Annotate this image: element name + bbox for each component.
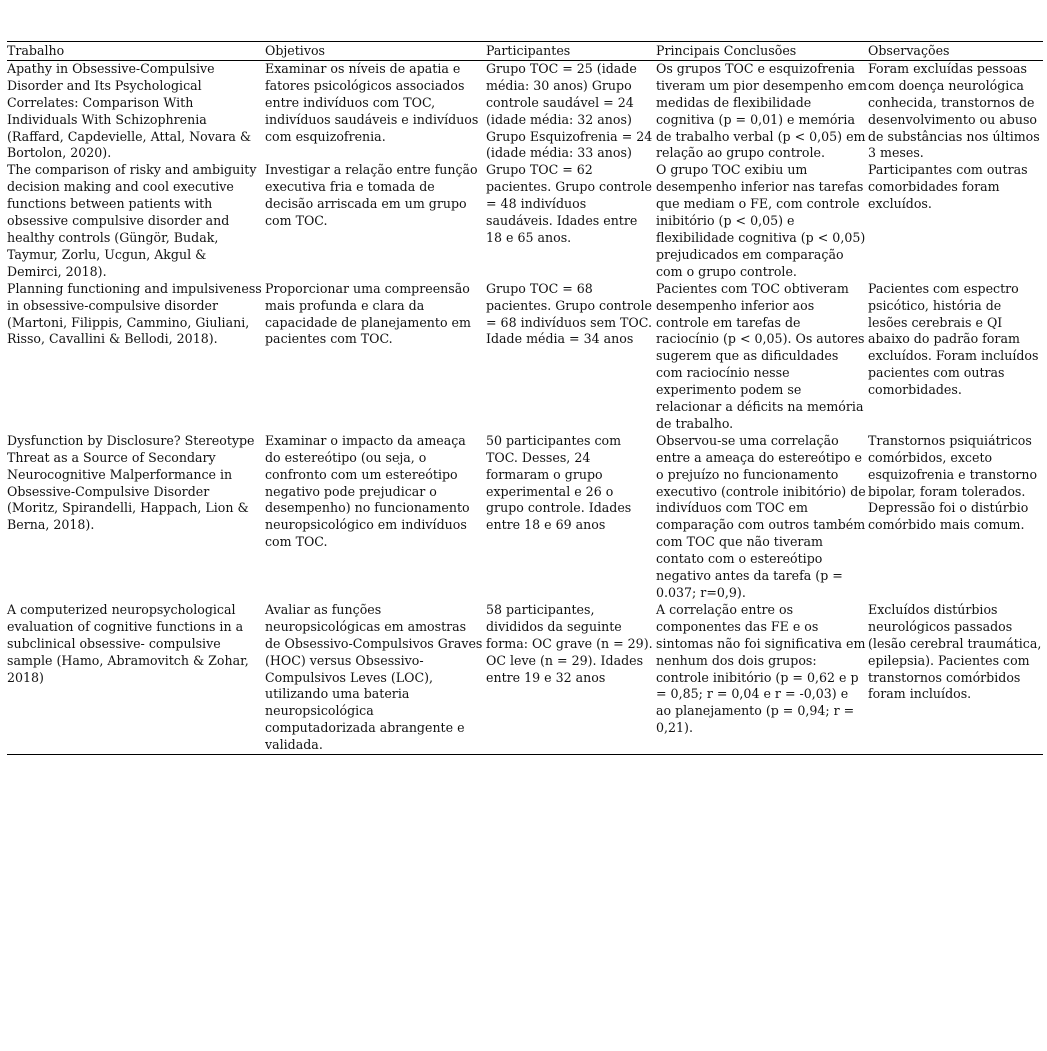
cell-notes: Excluídos distúrbios neurológicos passados (lesão cerebral traumática, epilepsia). Pacientes com transtornos comórbidos foram incluídos. — [868, 602, 1043, 755]
cell-conclusions: Observou-se uma correlação entre a ameaça do estereótipo e o prejuízo no funcionamento executivo (controle inibitório) de indivíduos com TOC em comparação com outros também com TOC que não tiveram contato com o estereótipo negativo antes da tarefa (p = 0.037; r=0,9). — [656, 432, 866, 600]
cell-notes: Transtornos psiquiátricos comórbidos, exceto esquizofrenia e transtorno bipolar, foram tolerados. Depressão foi o distúrbio comórbido mais comum. — [868, 432, 1038, 533]
table-row — [7, 162, 1043, 280]
cell-objectives: Proporcionar uma compreensão mais profunda e clara da capacidade de planejamento em pacientes com TOC. — [265, 280, 471, 347]
header-objectives: Objetivos — [265, 42, 486, 61]
table-row — [7, 281, 1043, 433]
header-conclusions: Principais Conclusões — [656, 42, 868, 61]
cell-conclusions: O grupo TOC exibiu um desempenho inferior nas tarefas que mediam o FE, com controle inibitório (p < 0,05) e flexibilidade cognitiva (p < 0,05) prejudicados em comparação com o grupo controle. — [656, 162, 866, 279]
cell-objectives: Investigar a relação entre função executiva fria e tomada de decisão arriscada em um grupo com TOC. — [265, 162, 478, 229]
cell-conclusions: Os grupos TOC e esquizofrenia tiveram um pior desempenho em medidas de flexibilidade cognitiva (p = 0,01) e memória de trabalho verbal (p < 0,05) em relação ao grupo controle. — [656, 60, 867, 161]
cell-study: Dysfunction by Disclosure? Stereotype Threat as a Source of Secondary Neurocognitive Malperformance in Obsessive-Compulsive Disorder (Moritz, Spirandelli, Happach, Lion & Berna, 2018). — [7, 432, 255, 533]
cell-study: The comparison of risky and ambiguity decision making and cool executive functions between patients with obsessive compulsive disorder and healthy controls (Güngör, Budak, Taymur, Zorlu, Ucgun, Akgul & Demirci, 2018). — [7, 162, 257, 279]
header-participants: Participantes — [486, 42, 656, 61]
cell-conclusions: A correlação entre os componentes das FE e os sintomas não foi significativa em nenhum dos dois grupos: controle inibitório (p = 0,62 e p = 0,85; r = 0,04 e r = -0,03) e ao planejamento (p = 0,94; r = 0,21). — [656, 602, 868, 755]
cell-participants: 58 participantes, divididos da seguinte forma: OC grave (n = 29). OC leve (n = 29). Idades entre 19 e 32 anos — [486, 602, 656, 755]
cell-study: Apathy in Obsessive-Compulsive Disorder and Its Psychological Correlates: Comparison With Individuals With Schizophrenia (Raffard, Capdevielle, Attal, Novara & Bortolon, 2020). — [7, 60, 252, 161]
cell-participants: Grupo TOC = 25 (idade média: 30 anos) Grupo controle saudável = 24 (idade média: 32 anos) Grupo Esquizofrenia = 24 (idade média: 33 anos) — [486, 60, 653, 161]
table-row — [7, 60, 1043, 162]
table-header-row — [7, 42, 1043, 61]
cell-participants: Grupo TOC = 68 pacientes. Grupo controle = 68 indivíduos sem TOC. Idade média = 34 anos — [486, 280, 652, 347]
cell-study: Planning functioning and impulsiveness in obsessive-compulsive disorder (Martoni, Filippis, Cammino, Giuliani, Risso, Cavallini & Bellodi, 2018). — [7, 280, 262, 347]
cell-conclusions: Pacientes com TOC obtiveram desempenho inferior aos controle em tarefas de raciocínio (p < 0,05). Os autores sugerem que as dificuldades com raciocínio nesse experimento podem se relacionar a déficits na memória de trabalho. — [656, 280, 865, 431]
cell-objectives: Examinar o impacto da ameaça do estereótipo (ou seja, o confronto com um estereótipo negativo pode prejudicar o desempenho) no funcionamento neuropsicológico em indivíduos com TOC. — [265, 432, 470, 550]
table-row — [7, 602, 1043, 755]
table-row — [7, 433, 1043, 602]
cell-study: A computerized neuropsychological evaluation of cognitive functions in a subclinical obsessive- compulsive sample (Hamo, Abramovitch & Zohar, 2018) — [7, 602, 265, 755]
cell-notes: Participantes com outras comorbidades foram excluídos. — [868, 162, 1028, 212]
cell-notes: Foram excluídas pessoas com doença neurológica conhecida, transtornos de desenvolvimento ou abuso de substâncias nos últimos 3 meses. — [868, 60, 1040, 161]
document-page — [7, 41, 1043, 755]
header-notes: Observações — [868, 42, 1043, 61]
cell-participants: 50 participantes com TOC. Desses, 24 formaram o grupo experimental e 26 o grupo controle. Idades entre 18 e 69 anos — [486, 432, 632, 533]
cell-objectives: Examinar os níveis de apatia e fatores psicológicos associados entre indivíduos com TOC, indivíduos saudáveis e indivíduos com esquizofrenia. — [265, 60, 479, 144]
cell-objectives: Avaliar as funções neuropsicológicas em amostras de Obsessivo-Compulsivos Graves (HOC) versus Obsessivo- Compulsivos Leves (LOC), utilizando uma bateria neuropsicológica computadorizada abrangente e validada. — [265, 602, 486, 755]
cell-notes: Pacientes com espectro psicótico, história de lesões cerebrais e QI abaixo do padrão foram excluídos. Foram incluídos pacientes com outras comorbidades. — [868, 280, 1039, 398]
studies-table — [7, 41, 1043, 755]
header-study: Trabalho — [7, 42, 265, 61]
cell-participants: Grupo TOC = 62 pacientes. Grupo controle = 48 indivíduos saudáveis. Idades entre 18 e 65 anos. — [486, 162, 652, 245]
